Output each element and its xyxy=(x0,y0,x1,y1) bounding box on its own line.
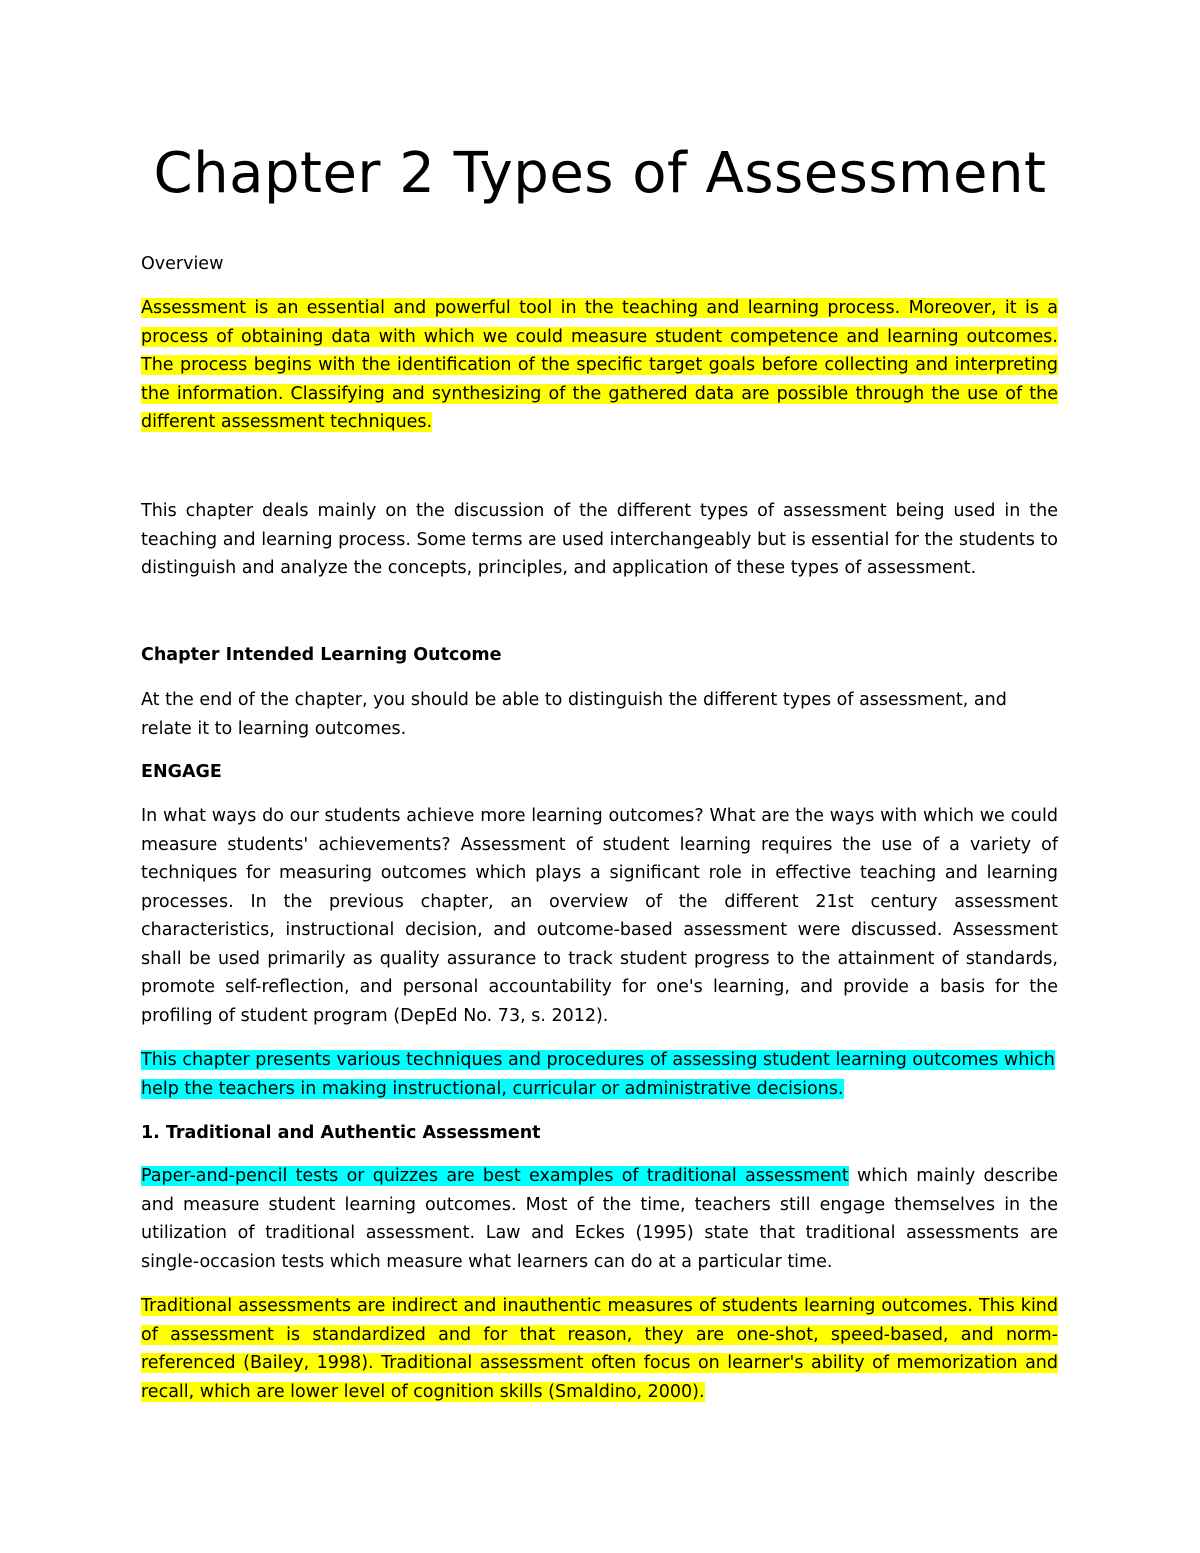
presents-paragraph xyxy=(141,1046,1058,1103)
engage-paragraph: In what ways do our students achieve more learning outcomes? What are the ways with which we could measure students' achievements? Assessment of student learning requires the use of a variety of techniques for measuring outcomes which plays a significant role in effective teaching and learning processes. In the previous chapter, an overview of the different 21st century assessment characteristics, instructional decision, and outcome-based assessment were discussed. Assessment shall be used primarily as quality assurance to track student progress to the attainment of standards, promote self-reflection, and personal accountability for one's learning, and provide a basis for the profiling of student program (DepEd No. 73, s. 2012). xyxy=(141,806,1058,1026)
section1-heading: 1. Traditional and Authentic Assessment xyxy=(141,1123,541,1143)
ilo-heading: Chapter Intended Learning Outcome xyxy=(141,645,502,665)
indirect-paragraph xyxy=(141,1292,1058,1406)
traditional-rest: which mainly describe and measure student learning outcomes. Most of the time, teachers still engage themselves in the utilization of traditional assessment. Law and Eckes (1995) state that traditional assessments are single-occasion tests which measure what learners can do at a particular time. xyxy=(141,1166,1058,1272)
page-title: Chapter 2 Types of Assessment xyxy=(153,141,1047,206)
overview-label: Overview xyxy=(141,254,224,274)
engage-heading: ENGAGE xyxy=(141,762,222,782)
ilo-paragraph: At the end of the chapter, you should be able to distinguish the different types of assessment, and relate it to learning outcomes. xyxy=(141,690,1007,739)
presents-paragraph-text: This chapter presents various techniques and procedures of assessing student learning outcomes which help the teachers in making instructional, curricular or administrative decisions. xyxy=(141,1050,1055,1099)
overview-paragraph xyxy=(141,294,1058,437)
indirect-paragraph-text: Traditional assessments are indirect and inauthentic measures of students learning outcomes. This kind of assessment is standardized and for that reason, they are one-shot, speed-based, and norm-referenced (Bailey, 1998). Traditional assessment often focus on learner's ability of memorization and recall, which are lower level of cognition skills (Smaldino, 2000). xyxy=(141,1296,1058,1402)
chapter-paragraph: This chapter deals mainly on the discussion of the different types of assessment being used in the teaching and learning process. Some terms are used interchangeably but is essential for the students to distinguish and analyze the concepts, principles, and application of these types of assessment. xyxy=(141,501,1058,578)
traditional-paragraph xyxy=(141,1162,1058,1276)
overview-paragraph-text: Assessment is an essential and powerful tool in the teaching and learning process. Moreover, it is a process of obtaining data with which we could measure student competence and learning outcomes. The process begins with the identification of the specific target goals before collecting and interpreting the information. Classifying and synthesizing of the gathered data are possible through the use of the different assessment techniques. xyxy=(141,298,1058,432)
traditional-highlight: Paper-and-pencil tests or quizzes are best examples of traditional assessment xyxy=(141,1166,849,1186)
